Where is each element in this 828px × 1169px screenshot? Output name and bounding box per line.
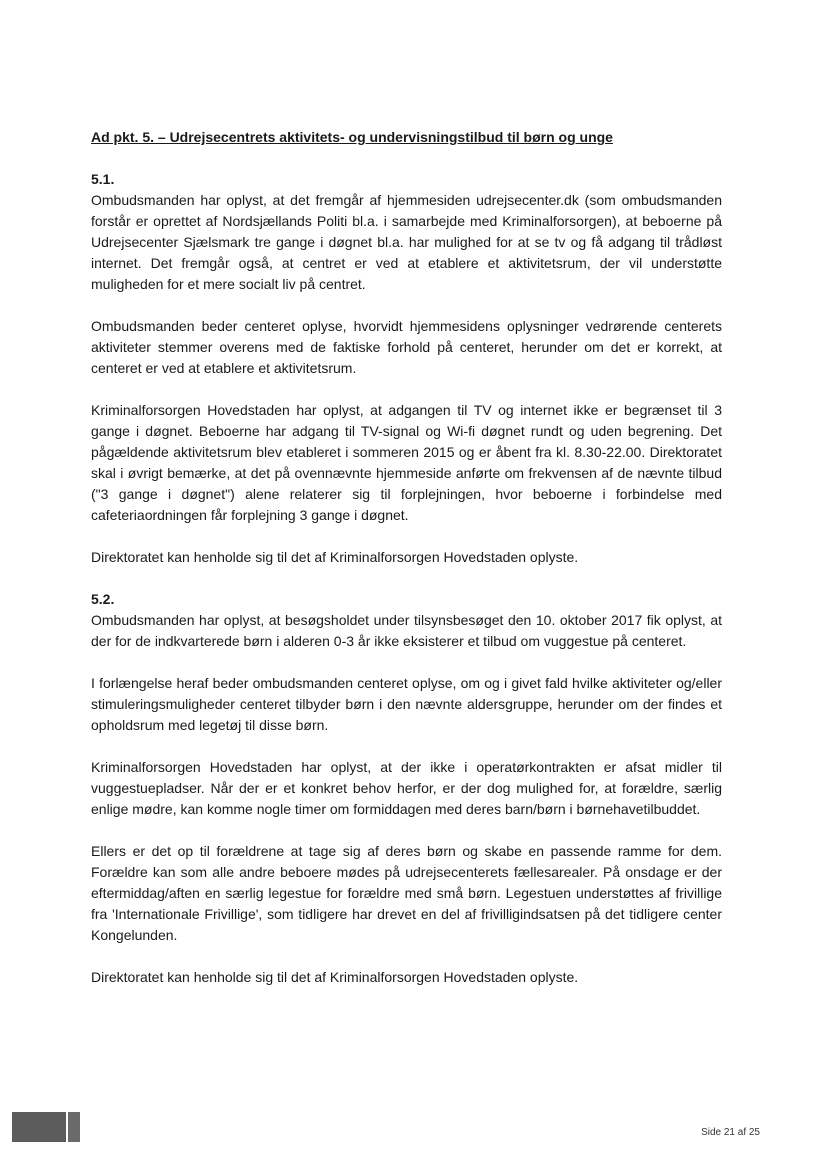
paragraph: Ombudsmanden har oplyst, at det fremgår af hjemmesiden udrejsecenter.dk (som ombudsmanden forstår er oprettet af Nordsjællands Politi bl.a. i samarbejde med Kriminalforsorgen), at beboerne på Udrejsecenter Sjælsmark tre gange i døgnet bl.a. har mulighed for at se tv og få adgang til trådløst internet. Det fremgår også, at centret er ved at etablere et aktivitetsrum, der vil understøtte muligheden for et mere socialt liv på centret.: [91, 192, 722, 292]
paragraph: Ombudsmanden har oplyst, at besøgsholdet under tilsynsbesøget den 10. oktober 2017 fik oplyst, at der for de indkvarterede børn i alderen 0-3 år ikke eksisterer et tilbud om vuggestue på centeret.: [91, 612, 722, 649]
paragraph: Kriminalforsorgen Hovedstaden har oplyst, at der ikke i operatørkontrakten er afsat midler til vuggestuepladser. Når der er et konkret behov herfor, er der dog mulighed for, at forældre, særlig enlige mødre, kan komme nogle timer om formiddagen med deres barn/børn i børnehavetilbuddet.: [91, 759, 722, 817]
section-5-2: [91, 589, 722, 988]
paragraph: Direktoratet kan henholde sig til det af Kriminalforsorgen Hovedstaden oplyste.: [91, 969, 579, 985]
paragraph: Kriminalforsorgen Hovedstaden har oplyst, at adgangen til TV og internet ikke er begrænset til 3 gange i døgnet. Beboerne har adgang til TV-signal og Wi-fi døgnet rundt og uden begrening. Det pågældende aktivitetsrum blev etableret i sommeren 2015 og er åbent fra kl. 8.30-22.00. Direktoratet skal i øvrigt bemærke, at det på ovennævnte hjemmeside anførte om frekvensen af de nævnte tilbud ("3 gange i døgnet") alene relaterer sig til forplejningen, hvor beboerne i forbindelse med cafeteriaordningen får forplejning 3 gange i døgnet.: [91, 402, 722, 523]
page-number: Side 21 af 25: [701, 1127, 760, 1138]
document-body: [91, 127, 722, 1009]
paragraph: Direktoratet kan henholde sig til det af Kriminalforsorgen Hovedstaden oplyste.: [91, 549, 579, 565]
section-number: 5.2.: [91, 591, 115, 607]
paragraph: Ellers er det op til forældrene at tage sig af deres børn og skabe en passende ramme for dem. Forældre kan som alle andre beboere mødes på udrejsecenterets fællesarealer. På onsdage er der eftermiddag/aften en særlig legestue for forældre med små børn. Legestuen understøttes af frivillige fra 'Internationale Frivillige', som tidligere har drevet en del af frivilligindsatsen på det tidligere center Kongelunden.: [91, 843, 722, 943]
footer-logo-bar: [12, 1112, 66, 1142]
paragraph: Ombudsmanden beder centeret oplyse, hvorvidt hjemmesidens oplysninger vedrørende centerets aktiviteter stemmer overens med de faktiske forhold på centeret, herunder om det er korrekt, at centeret er ved at etablere et aktivitetsrum.: [91, 318, 722, 376]
section-heading: Ad pkt. 5. – Udrejsecentrets aktivitets- og undervisningstilbud til børn og unge: [91, 129, 613, 145]
section-number: 5.1.: [91, 171, 115, 187]
footer-logo-bar-small: [68, 1112, 80, 1142]
paragraph: I forlængelse heraf beder ombudsmanden centeret oplyse, om og i givet fald hvilke aktiviteter og/eller stimuleringsmuligheder centeret tilbyder børn i den nævnte aldersgruppe, herunder om der findes et opholdsrum med legetøj til disse børn.: [91, 675, 722, 733]
section-5-1: [91, 169, 722, 568]
